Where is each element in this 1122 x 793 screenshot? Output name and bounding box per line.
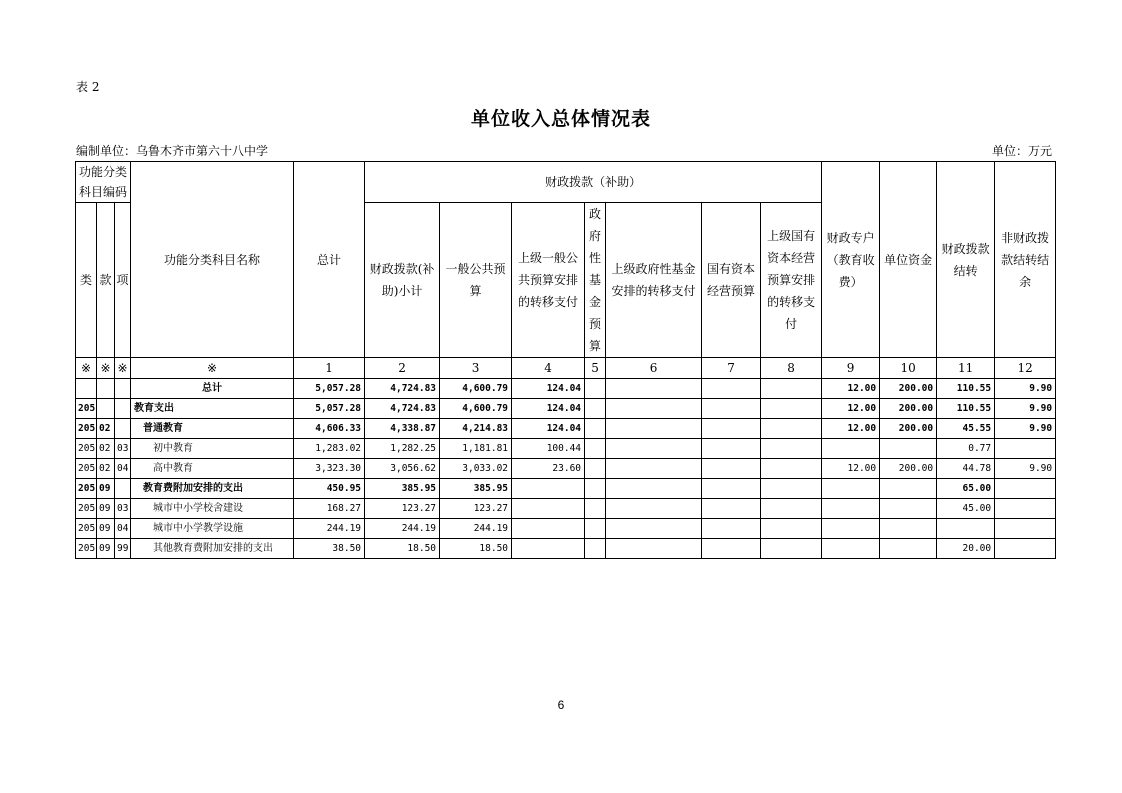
- value-cell: 9.90: [995, 399, 1056, 419]
- value-cell: 4,724.83: [365, 379, 440, 399]
- value-cell: [995, 519, 1056, 539]
- header-upper-gov-fund-transfer: 上级政府性基金安排的转移支付: [606, 203, 702, 358]
- value-cell: [822, 519, 880, 539]
- index-cell: ※: [97, 358, 115, 379]
- index-cell: 3: [440, 358, 512, 379]
- code-kuan-cell: [97, 379, 115, 399]
- value-cell: 244.19: [294, 519, 365, 539]
- code-kuan-cell: 02: [97, 459, 115, 479]
- value-cell: [761, 459, 822, 479]
- value-cell: 200.00: [880, 399, 937, 419]
- code-lei-cell: [76, 379, 97, 399]
- index-cell: ※: [115, 358, 131, 379]
- code-lei-cell: 205: [76, 519, 97, 539]
- value-cell: [585, 539, 606, 559]
- code-xiang-cell: [115, 399, 131, 419]
- table-row: [76, 379, 1056, 399]
- item-name-cell: 高中教育: [131, 459, 294, 479]
- index-row: [76, 358, 1056, 379]
- table-body: [76, 379, 1056, 559]
- value-cell: [702, 499, 761, 519]
- value-cell: [585, 499, 606, 519]
- value-cell: [761, 439, 822, 459]
- index-cell: 9: [822, 358, 880, 379]
- value-cell: [702, 379, 761, 399]
- value-cell: 38.50: [294, 539, 365, 559]
- code-lei-cell: 205: [76, 479, 97, 499]
- value-cell: [585, 379, 606, 399]
- value-cell: 3,033.02: [440, 459, 512, 479]
- header-fiscal-group: 财政拨款（补助）: [365, 162, 822, 203]
- value-cell: [880, 519, 937, 539]
- value-cell: 123.27: [365, 499, 440, 519]
- value-cell: 23.60: [512, 459, 585, 479]
- value-cell: 244.19: [440, 519, 512, 539]
- code-xiang-cell: 03: [115, 499, 131, 519]
- value-cell: 20.00: [937, 539, 995, 559]
- header-state-capital: 国有资本经营预算: [702, 203, 761, 358]
- value-cell: 110.55: [937, 399, 995, 419]
- value-cell: 124.04: [512, 419, 585, 439]
- code-kuan-cell: 09: [97, 539, 115, 559]
- header-unit-funds: 单位资金: [880, 162, 937, 358]
- value-cell: [702, 439, 761, 459]
- value-cell: [880, 439, 937, 459]
- value-cell: 9.90: [995, 459, 1056, 479]
- index-cell: 7: [702, 358, 761, 379]
- index-cell: 5: [585, 358, 606, 379]
- value-cell: [585, 399, 606, 419]
- table-row: [76, 399, 1056, 419]
- table-number: 表 2: [76, 80, 100, 94]
- index-cell: 12: [995, 358, 1056, 379]
- page-number: 6: [557, 698, 565, 712]
- value-cell: [761, 539, 822, 559]
- value-cell: 4,600.79: [440, 399, 512, 419]
- value-cell: 9.90: [995, 379, 1056, 399]
- index-cell: 4: [512, 358, 585, 379]
- header-fiscal-carryover: 财政拨款结转: [937, 162, 995, 358]
- value-cell: [761, 519, 822, 539]
- value-cell: 385.95: [440, 479, 512, 499]
- table-row: [76, 479, 1056, 499]
- value-cell: [822, 439, 880, 459]
- value-cell: [606, 519, 702, 539]
- value-cell: [702, 519, 761, 539]
- item-name-cell: 其他教育费附加安排的支出: [131, 539, 294, 559]
- value-cell: 0.77: [937, 439, 995, 459]
- value-cell: [702, 539, 761, 559]
- index-cell: ※: [76, 358, 97, 379]
- code-lei-cell: 205: [76, 459, 97, 479]
- header-name: 功能分类科目名称: [131, 162, 294, 358]
- value-cell: 44.78: [937, 459, 995, 479]
- header-gov-fund: 政府性基金预算: [585, 203, 606, 358]
- value-cell: [606, 459, 702, 479]
- item-name-cell: 初中教育: [131, 439, 294, 459]
- value-cell: 123.27: [440, 499, 512, 519]
- currency-unit: 单位：万元: [991, 144, 1052, 158]
- code-kuan-cell: 02: [97, 419, 115, 439]
- value-cell: 4,724.83: [365, 399, 440, 419]
- item-name-cell: 教育支出: [131, 399, 294, 419]
- value-cell: [880, 539, 937, 559]
- value-cell: 45.00: [937, 499, 995, 519]
- value-cell: 1,282.25: [365, 439, 440, 459]
- value-cell: 4,606.33: [294, 419, 365, 439]
- value-cell: 12.00: [822, 459, 880, 479]
- compiling-unit: 编制单位：乌鲁木齐市第六十八中学: [76, 144, 269, 158]
- index-cell: ※: [131, 358, 294, 379]
- table-row: [76, 459, 1056, 479]
- value-cell: [512, 499, 585, 519]
- value-cell: [880, 499, 937, 519]
- value-cell: [606, 439, 702, 459]
- value-cell: [606, 499, 702, 519]
- value-cell: [512, 539, 585, 559]
- value-cell: [822, 479, 880, 499]
- table-row: [76, 539, 1056, 559]
- value-cell: [822, 499, 880, 519]
- value-cell: [512, 479, 585, 499]
- value-cell: [585, 519, 606, 539]
- code-kuan-cell: 09: [97, 519, 115, 539]
- code-kuan-cell: 09: [97, 499, 115, 519]
- value-cell: 200.00: [880, 379, 937, 399]
- index-cell: 10: [880, 358, 937, 379]
- header-code-group: 功能分类科目编码: [76, 162, 131, 203]
- value-cell: [585, 419, 606, 439]
- value-cell: [606, 419, 702, 439]
- index-cell: 2: [365, 358, 440, 379]
- index-cell: 11: [937, 358, 995, 379]
- code-lei-cell: 205: [76, 439, 97, 459]
- header-kuan: 款: [97, 203, 115, 358]
- code-xiang-cell: 99: [115, 539, 131, 559]
- header-upper-general-transfer: 上级一般公共预算安排的转移支付: [512, 203, 585, 358]
- code-xiang-cell: [115, 379, 131, 399]
- value-cell: [702, 419, 761, 439]
- item-name-cell: 总计: [131, 379, 294, 399]
- value-cell: [585, 479, 606, 499]
- value-cell: 5,057.28: [294, 379, 365, 399]
- table-row: [76, 439, 1056, 459]
- value-cell: [606, 539, 702, 559]
- value-cell: 12.00: [822, 399, 880, 419]
- value-cell: [995, 479, 1056, 499]
- table-row: [76, 519, 1056, 539]
- header-upper-state-capital-transfer: 上级国有资本经营预算安排的转移支付: [761, 203, 822, 358]
- index-cell: 8: [761, 358, 822, 379]
- header-nonfiscal-carryover: 非财政拨款结转结余: [995, 162, 1056, 358]
- code-xiang-cell: [115, 479, 131, 499]
- value-cell: [606, 479, 702, 499]
- value-cell: 100.44: [512, 439, 585, 459]
- value-cell: [761, 419, 822, 439]
- code-kuan-cell: 02: [97, 439, 115, 459]
- value-cell: [822, 539, 880, 559]
- value-cell: [702, 479, 761, 499]
- item-name-cell: 普通教育: [131, 419, 294, 439]
- value-cell: [995, 539, 1056, 559]
- value-cell: 3,323.30: [294, 459, 365, 479]
- value-cell: [761, 479, 822, 499]
- value-cell: 1,181.81: [440, 439, 512, 459]
- value-cell: 168.27: [294, 499, 365, 519]
- value-cell: 4,214.83: [440, 419, 512, 439]
- value-cell: 4,338.87: [365, 419, 440, 439]
- value-cell: 244.19: [365, 519, 440, 539]
- value-cell: 18.50: [365, 539, 440, 559]
- value-cell: 200.00: [880, 459, 937, 479]
- value-cell: 200.00: [880, 419, 937, 439]
- value-cell: [702, 459, 761, 479]
- item-name-cell: 城市中小学校舍建设: [131, 499, 294, 519]
- value-cell: 1,283.02: [294, 439, 365, 459]
- value-cell: [512, 519, 585, 539]
- header-fiscal-subtotal: 财政拨款(补助)小计: [365, 203, 440, 358]
- value-cell: [585, 459, 606, 479]
- code-kuan-cell: 09: [97, 479, 115, 499]
- value-cell: [606, 399, 702, 419]
- value-cell: [995, 439, 1056, 459]
- value-cell: 9.90: [995, 419, 1056, 439]
- item-name-cell: 城市中小学教学设施: [131, 519, 294, 539]
- page-title: 单位收入总体情况表: [470, 108, 651, 130]
- header-lei: 类: [76, 203, 97, 358]
- value-cell: 18.50: [440, 539, 512, 559]
- value-cell: [702, 399, 761, 419]
- code-lei-cell: 205: [76, 399, 97, 419]
- value-cell: 110.55: [937, 379, 995, 399]
- value-cell: 5,057.28: [294, 399, 365, 419]
- index-cell: 6: [606, 358, 702, 379]
- value-cell: 65.00: [937, 479, 995, 499]
- value-cell: 450.95: [294, 479, 365, 499]
- value-cell: 12.00: [822, 379, 880, 399]
- value-cell: [880, 479, 937, 499]
- value-cell: 124.04: [512, 399, 585, 419]
- code-lei-cell: 205: [76, 419, 97, 439]
- income-summary-table: [75, 161, 1056, 559]
- value-cell: [995, 499, 1056, 519]
- value-cell: 45.55: [937, 419, 995, 439]
- value-cell: 4,600.79: [440, 379, 512, 399]
- code-xiang-cell: 03: [115, 439, 131, 459]
- value-cell: [606, 379, 702, 399]
- item-name-cell: 教育费附加安排的支出: [131, 479, 294, 499]
- value-cell: [585, 439, 606, 459]
- value-cell: 3,056.62: [365, 459, 440, 479]
- value-cell: 12.00: [822, 419, 880, 439]
- value-cell: [761, 399, 822, 419]
- header-total: 总计: [294, 162, 365, 358]
- value-cell: [761, 379, 822, 399]
- index-cell: 1: [294, 358, 365, 379]
- value-cell: 385.95: [365, 479, 440, 499]
- value-cell: 124.04: [512, 379, 585, 399]
- table-row: [76, 419, 1056, 439]
- code-lei-cell: 205: [76, 499, 97, 519]
- header-special-account: 财政专户（教育收费）: [822, 162, 880, 358]
- code-xiang-cell: 04: [115, 519, 131, 539]
- code-xiang-cell: [115, 419, 131, 439]
- code-xiang-cell: 04: [115, 459, 131, 479]
- header-general-budget: 一般公共预算: [440, 203, 512, 358]
- code-kuan-cell: [97, 399, 115, 419]
- code-lei-cell: 205: [76, 539, 97, 559]
- value-cell: [937, 519, 995, 539]
- table-row: [76, 499, 1056, 519]
- value-cell: [761, 499, 822, 519]
- header-xiang: 项: [115, 203, 131, 358]
